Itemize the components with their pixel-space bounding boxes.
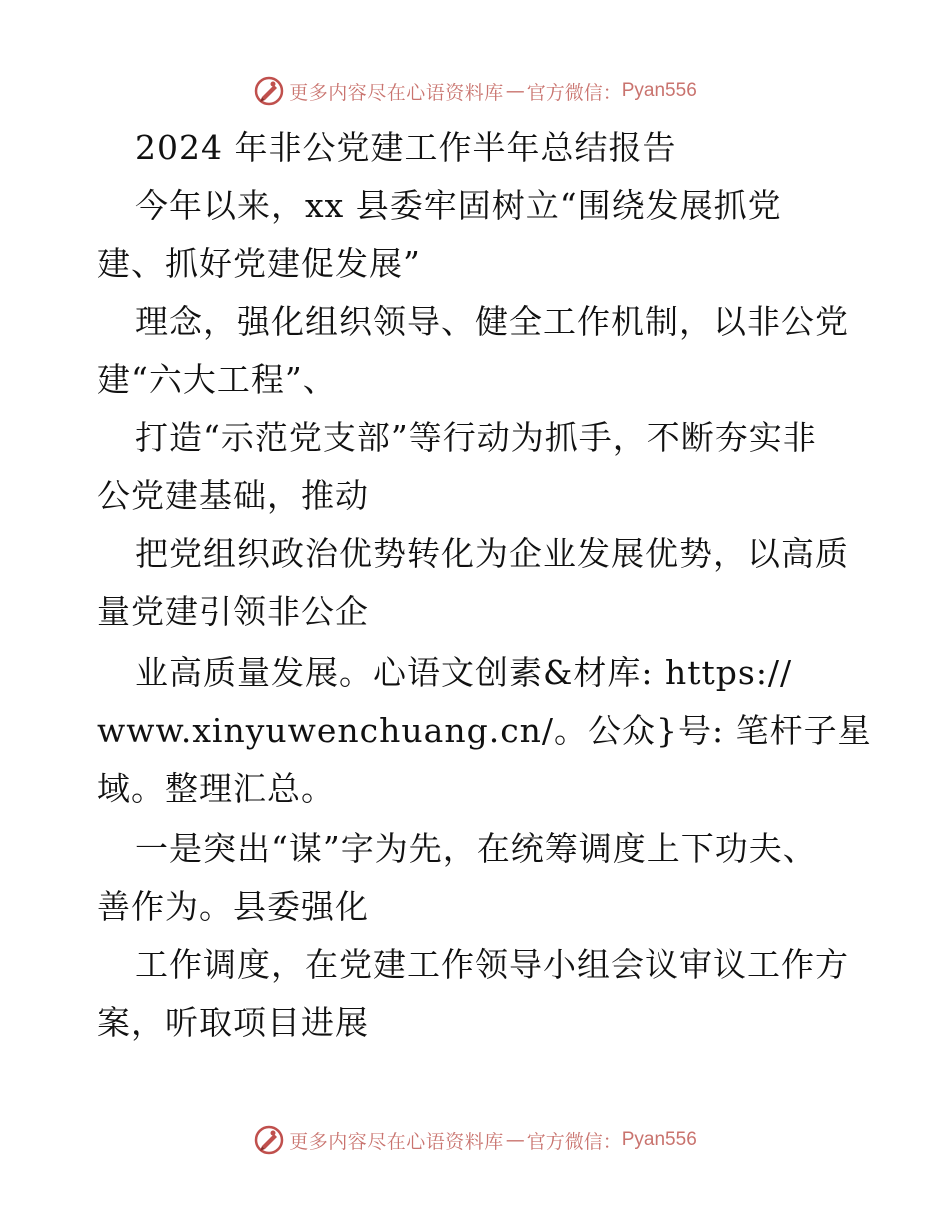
watermark-wechat-id: Pyan556: [621, 1129, 697, 1150]
watermark-dash: —: [505, 1129, 525, 1151]
watermark-official-label: 官方微信：: [526, 1130, 622, 1153]
paragraph-line: 案，听取项目进展: [97, 1003, 369, 1042]
paragraph-line: 善作为。县委强化: [97, 887, 369, 926]
paragraph-line: 建“六大工程”、: [97, 360, 337, 399]
paragraph-line: 建、抓好党建促发展”: [97, 244, 421, 283]
pen-logo-icon: [253, 1124, 285, 1156]
watermark-dash: —: [505, 80, 525, 102]
paragraph-line: 打造“示范党支部”等行动为抓手，不断夯实非: [135, 418, 817, 457]
watermark-official-label: 官方微信：: [526, 81, 622, 104]
paragraph-line: 工作调度，在党建工作领导小组会议审议工作方: [135, 945, 849, 984]
paragraph-line: 量党建引领非公企: [97, 592, 369, 631]
paragraph-line: 一是突出“谋”字为先，在统筹调度上下功夫、: [135, 829, 817, 868]
paragraph-line: 业高质量发展。心语文创素&材库: https://: [135, 653, 793, 692]
watermark-main-text: 更多内容尽在心语资料库: [289, 81, 504, 104]
paragraph-line: 把党组织政治优势转化为企业发展优势，以高质: [135, 534, 849, 573]
paragraph-line: 理念，强化组织领导、健全工作机制，以非公党: [135, 302, 849, 341]
paragraph-line: www.xinyuwenchuang.cn/。公众}号: 笔杆子星: [97, 711, 872, 750]
pen-logo-icon: [253, 75, 285, 107]
watermark-main-text: 更多内容尽在心语资料库: [289, 1130, 504, 1153]
header-watermark: [0, 71, 950, 111]
document-title: 2024 年非公党建工作半年总结报告: [135, 128, 677, 167]
paragraph-line: 域。整理汇总。: [97, 769, 335, 808]
paragraph-line: 今年以来，xx 县委牢固树立“围绕发展抓党: [135, 186, 782, 225]
footer-watermark: [0, 1120, 950, 1160]
watermark-wechat-id: Pyan556: [621, 80, 697, 101]
paragraph-line: 公党建基础，推动: [97, 476, 369, 515]
